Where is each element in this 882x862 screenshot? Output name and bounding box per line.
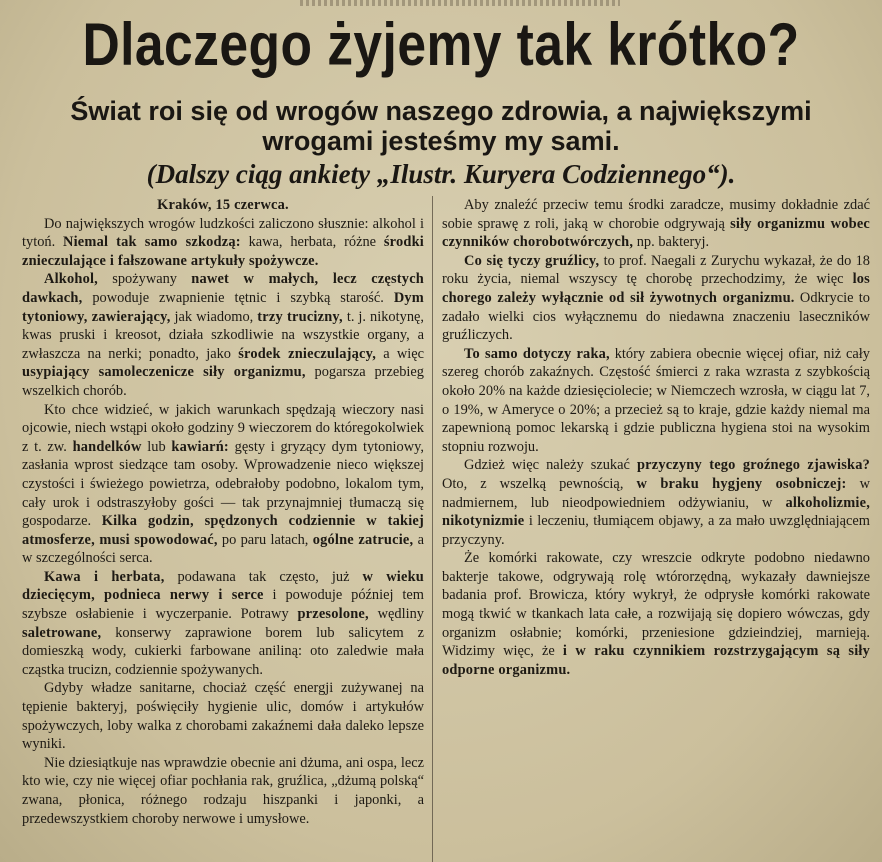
paragraph: [22, 568, 424, 680]
text-run: Że komórki rakowate, czy wreszcie odkryte podobno niedawno bakterje takowe, odgrywają rolę wtórorzędną, wykazały dawniejsze badania prof. Browicza, który wykrył, że odprysłe komórki rakowate mogą tkwić w tkankach lata całe, a rozwijają się dopiero wówczas, gdy organizm osłabnie; komórki, przeniesione gdzieindziej, marnieją. Widzimy więc, że: [442, 550, 870, 660]
bold-text: trzy trucizny,: [257, 308, 343, 325]
text-run: spożywany: [97, 271, 192, 288]
paragraph: [22, 215, 424, 271]
bold-text: los chorego zależy wyłącznie od sił żywotnych organizmu.: [442, 271, 870, 306]
paragraph: [442, 549, 870, 679]
text-run: kawa, herbata, różne: [240, 234, 384, 251]
bold-text: w braku hygjeny osobniczej:: [636, 475, 847, 492]
text-run: wędliny: [368, 606, 424, 623]
bold-text: środki znieczulające i fałszowane artykuły spożywcze.: [22, 234, 424, 269]
paragraph: [22, 679, 424, 753]
bold-text: przyczyny tego groźnego zjawiska?: [636, 457, 870, 474]
paragraph: [442, 196, 870, 252]
text-run: powoduje zwapnienie tętnic i szybką starość.: [82, 289, 394, 306]
paragraph: [22, 401, 424, 568]
column-divider: [432, 196, 433, 862]
bold-text: siły organizmu wobec czynników chorobotwórczych,: [442, 215, 870, 251]
text-run: i powoduje później tem szybsze osłabienie i wyczerpanie. Potrawy: [22, 587, 424, 623]
text-run: to prof. Naegali z Zurychu wykazał, że do 18 roku życia, niemal wszyscy tę chorobę przechodzimy, że więc: [442, 252, 870, 288]
subheadline-line-2: wrogami jesteśmy my sami.: [262, 126, 620, 156]
bold-text: przesolone,: [297, 606, 369, 623]
headline: Dlaczego żyjemy tak krótko?: [82, 11, 800, 78]
text-run: i leczeniu, tłumiącem objawy, a za mało uwzględniającem przyczyny.: [442, 513, 870, 548]
text-run: Odkrycie to zadało wielki cios wyłącznemu do niedawna znaczeniu laseczników gruźliczych.: [442, 289, 870, 344]
paragraph: [442, 252, 870, 345]
bold-text: Kawa i herbata,: [44, 568, 165, 585]
bold-text: środek znieczulający,: [238, 345, 377, 362]
bold-text: i w raku czynnikiem rozstrzygającym są siły odporne organizmu.: [442, 643, 870, 678]
text-run: jak wiadomo,: [170, 308, 258, 325]
subheadline-line-1: Świat roi się od wrogów naszego zdrowia, a największymi: [70, 96, 812, 126]
bold-text: nawet w małych, lecz częstych dawkach,: [22, 271, 424, 306]
left-column: [22, 196, 424, 862]
text-run: a więc: [376, 345, 424, 362]
bold-text: ogólne zatrucie,: [312, 531, 414, 548]
bold-text: handelków: [72, 438, 142, 455]
paragraph: [22, 754, 424, 828]
bold-text: Alkohol,: [44, 271, 98, 288]
text-run: podawana tak często, już: [164, 568, 363, 585]
dateline: Kraków, 15 czerwca.: [157, 197, 289, 213]
paragraph: [442, 345, 870, 457]
text-run: pogarsza przebieg wszelkich chorób.: [22, 364, 424, 399]
bold-text: Dym tytoniowy, zawierający,: [22, 289, 424, 325]
bold-text: To samo dotyczy raka,: [464, 345, 610, 362]
bold-text: saletrowane,: [22, 624, 102, 641]
bold-text: kawiarń:: [171, 438, 229, 455]
bold-text: Kilka godzin, spędzonych codziennie w takiej atmosferze, musi spowodować,: [22, 513, 424, 548]
paragraph: [442, 456, 870, 549]
text-run: Aby znaleźć przeciw temu środki zaradcze, musimy dokładnie zdać sobie sprawę z roli, jaką w chorobie odgrywają: [442, 197, 870, 232]
bold-text: usypiający samoleczenicze siły organizmu,: [22, 364, 306, 381]
paragraph: [22, 270, 424, 400]
text-run: np. bakteryj.: [633, 234, 710, 251]
bold-text: Co się tyczy gruźlicy,: [464, 252, 600, 269]
series-note: (Dalszy ciąg ankiety „Ilustr. Kuryera Codziennego“).: [146, 159, 736, 189]
text-run: Do największych wrogów ludzkości zaliczono słusznie: alkohol i tytoń.: [22, 215, 424, 251]
text-run: gęsty i gryzący dym tytoniowy, zasłania wprost siedzące tam osoby. Wprowadzenie nieco większej czystości i świeżego powietrza, odebrałoby podobno, lokalom tym, cały urok i odstraszyłoby gości — tak przynajmniej tłumaczą się gospodarze.: [22, 438, 424, 530]
text-run: Oto, z wszelką pewnością,: [442, 475, 637, 492]
bold-text: alkoholizmie, nikotynizmie: [442, 494, 870, 530]
text-run: konserwy zaprawione borem lub salicytem z domieszką wody, cukierki farbowane aniliną: oto zaledwie mała cząstka trucizn, codziennie spożywanych.: [22, 624, 424, 678]
text-run: Gdzież więc należy szukać: [464, 457, 637, 474]
text-run: Kto chce widzieć, w jakich warunkach spędzają wieczory nasi ojcowie, niech wstąpi około godziny 9 wieczorem do któregokolwiek z t. zw.: [22, 401, 424, 455]
bold-text: w wieku dziecięcym, podnieca nerwy i serce: [22, 568, 424, 604]
text-run: Gdyby władze sanitarne, chociaż część energji zużywanej na tępienie bakteryj, poświęciły hygienie ulic, domów i artykułów spożywczych, loby walka z chorobami zakaźnemi dała daleko lepsze wyniki.: [22, 680, 424, 753]
text-run: a w szczególności serca.: [22, 531, 424, 567]
right-column: [442, 196, 870, 862]
text-run: po paru latach,: [217, 531, 313, 548]
bold-text: Niemal tak samo szkodzą:: [63, 234, 241, 251]
text-run: w nadmiernem, lub nieodpowiedniem odżywianiu, w: [442, 475, 870, 511]
text-run: t. j. nikotynę, kwas pruski i kreosot, działa szkodliwie na wszystkie organy, a zwłaszcza na nerki; ponadto, jako: [22, 308, 424, 362]
text-run: Nie dziesiątkuje nas wprawdzie obecnie ani dżuma, ani ospa, lecz kto wie, czy nie więcej ofiar pochłania rak, gruźlica, „dżumą polską“ zwana, płonica, różnego rodzaju hiszpanki i japonki, a przedewszystkiem choroby nerwowe i umysłowe.: [22, 754, 424, 827]
text-run: który zabiera obecnie więcej ofiar, niż cały szereg chorób zakaźnych. Częstość śmierci z raka wzrasta z szybkością około 20% na każde dziesięciolecie; w Niemczech wzrosła, w ciągu lat 7, o 19%, w Ameryce o 20%; a przecież są to kraje, gdzie każdy niemal ma zapewnioną pomoc lekarską i gdzie publiczna hygiena stoi na wysokim stopniu rozwoju.: [442, 345, 870, 455]
text-run: lub: [141, 438, 172, 455]
